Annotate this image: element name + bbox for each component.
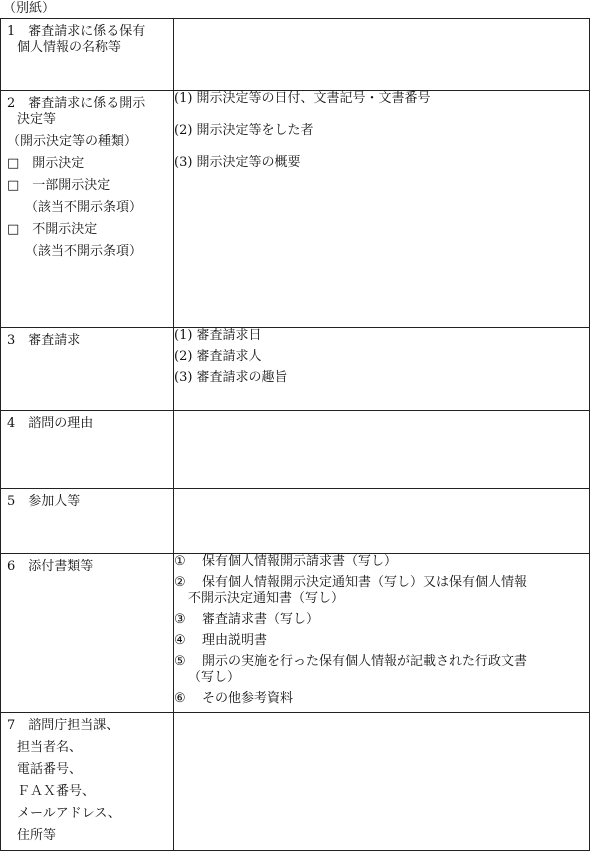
row-label-line: 1 審査請求に係る保有: [7, 24, 146, 39]
attachment-item: [174, 575, 589, 607]
row-value-cell: [174, 411, 590, 489]
numbered-item: (2) 開示決定等をした者: [174, 123, 314, 138]
attachment-text: 理由説明書: [202, 633, 268, 648]
item-number: ②: [174, 575, 186, 590]
row-label-line: 5 参加人等: [7, 494, 81, 509]
row-label-cell: [1, 328, 174, 411]
form-row: [1, 713, 590, 851]
attachment-heading: （別紙）: [3, 1, 56, 16]
row-label-cell: [1, 489, 174, 554]
row-label-line: 2 審査請求に係る開示: [7, 96, 146, 111]
numbered-item: (3) 審査請求の趣旨: [174, 370, 288, 385]
numbered-item: (3) 開示決定等の概要: [174, 155, 301, 170]
consultation-form-table: [0, 18, 590, 851]
attachment-text: 保有個人情報開示決定通知書（写し）又は保有個人情報: [202, 575, 528, 590]
numbered-item: (1) 開示決定等の日付、文書記号・文書番号: [174, 91, 431, 106]
form-row: [1, 554, 590, 713]
checkbox-option: □ 開示決定: [7, 156, 85, 171]
row-value-cell: [174, 713, 590, 851]
form-row: [1, 91, 590, 328]
row-value-cell: [174, 91, 590, 328]
row-label-cell: [1, 91, 174, 328]
attachment-text: その他参考資料: [202, 691, 294, 706]
attachment-text: 審査請求書（写し）: [202, 612, 320, 627]
checkbox-option: □ 一部開示決定: [7, 178, 111, 193]
row-label-line: 個人情報の名称等: [17, 40, 122, 55]
row-label-line: 決定等: [17, 112, 57, 127]
numbered-item: (2) 審査請求人: [174, 349, 262, 364]
form-row: [1, 328, 590, 411]
item-number: ③: [174, 612, 186, 627]
attachment-item: [174, 554, 589, 570]
clause-label: （該当不開示条項）: [25, 244, 143, 259]
attachment-item: [174, 654, 589, 686]
row-label-line: メールアドレス、: [17, 806, 121, 821]
attachment-item: [174, 612, 589, 628]
checkbox-option: □ 不開示決定: [7, 222, 98, 237]
row-label-line: 住所等: [17, 828, 57, 843]
item-number: ⑥: [174, 691, 186, 706]
form-row: [1, 489, 590, 554]
row-label-line: 7 諮問庁担当課、: [7, 718, 120, 733]
item-number: ④: [174, 633, 186, 648]
row-label-cell: [1, 19, 174, 91]
row-value-cell: [174, 489, 590, 554]
row-value-cell: [174, 554, 590, 713]
attachment-text: 開示の実施を行った保有個人情報が記載された行政文書: [202, 654, 528, 669]
clause-label: （該当不開示条項）: [25, 200, 143, 215]
row-label-line: ＦＡＸ番号、: [17, 784, 96, 799]
form-row: [1, 19, 590, 91]
row-label-line: 6 添付書類等: [7, 559, 94, 574]
attachment-text: 不開示決定通知書（写し）: [188, 591, 345, 606]
numbered-item: (1) 審査請求日: [174, 328, 262, 343]
row-label-line: 電話番号、: [17, 762, 83, 777]
attachment-item: [174, 633, 589, 649]
form-row: [1, 411, 590, 489]
attachment-text: 保有個人情報開示請求書（写し）: [202, 554, 398, 569]
row-label-cell: [1, 411, 174, 489]
row-label-line: 3 審査請求: [7, 333, 81, 348]
row-value-cell: [174, 328, 590, 411]
row-label-cell: [1, 554, 174, 713]
row-label-cell: [1, 713, 174, 851]
item-number: ⑤: [174, 654, 186, 669]
attachment-text: （写し）: [188, 670, 241, 685]
row-label-line: 担当者名、: [17, 740, 83, 755]
attachment-item: [174, 691, 589, 707]
item-number: ①: [174, 554, 186, 569]
decision-kind-label: （開示決定等の種類）: [7, 134, 138, 149]
row-value-cell: [174, 19, 590, 91]
row-label-line: 4 諮問の理由: [7, 416, 94, 431]
